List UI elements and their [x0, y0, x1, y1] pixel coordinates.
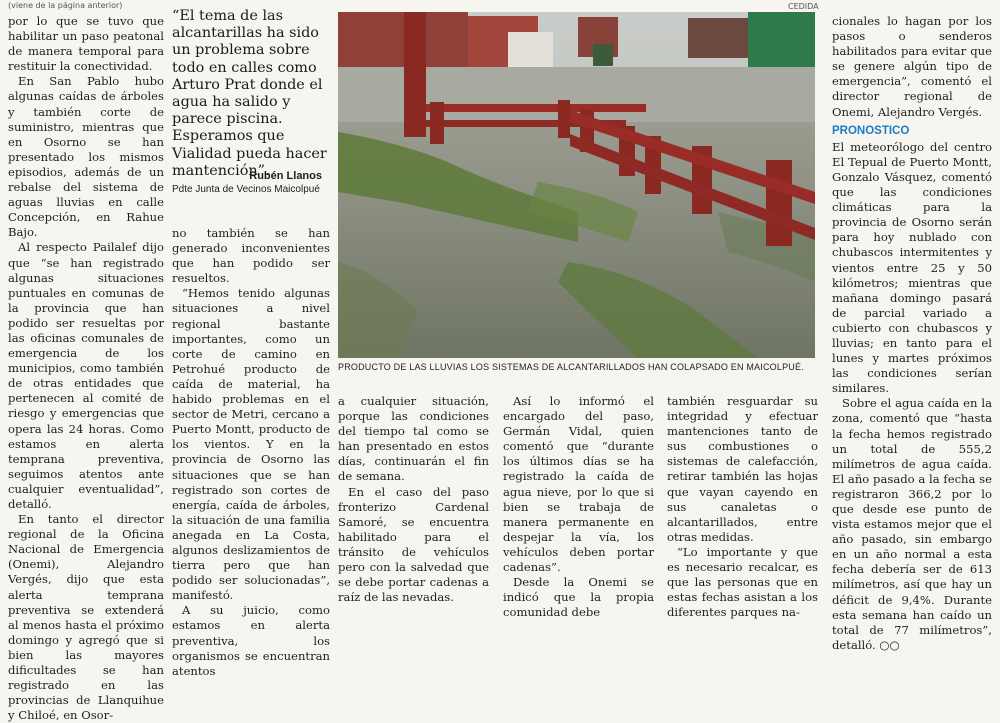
paragraph: no también se han generado inconvenientes que han podido ser resueltos.	[172, 226, 330, 286]
paragraph: “Lo importante y que es necesario recalcar, es que las personas que en estas fechas asistan a los diferentes parques na-	[667, 544, 818, 620]
paragraph: Al respecto Pailalef dijo que “se han registrado algunas situaciones puntuales en comunas de la provincia que han podido ser resueltas por las oficinas comunales de emergencia de los municipios, como también de otras entidades que pertenecen al comité de riesgo y emergencias que opera las 24 horas. Como estamos en alerta temprana preventiva, seguimos atentos ante cualquier eventualidad”, detalló.	[8, 240, 164, 511]
paragraph: En el caso del paso fronterizo Cardenal Samoré, se encuentra habilitado para el tránsito de vehículos pero con la salvedad que se debe portar cadenas a raíz de las nevadas.	[338, 484, 489, 605]
paragraph: a cualquier situación, porque las condiciones del tiempo tal como se han presentado en estos días, continuarán el fin de semana.	[338, 394, 489, 484]
photo-credit: CEDIDA	[788, 2, 819, 11]
paragraph: Desde la Onemi se indicó que la propia comunidad debe	[503, 575, 654, 620]
article-column-3	[338, 394, 489, 605]
article-column-6	[832, 14, 992, 653]
paragraph: también resguardar su integridad y efectuar mantenciones tanto de sus combustiones o sistemas de calefacción, retirar también las hojas que vayan cayendo en sus canaletas o alcantarillados, entre otras medidas.	[667, 394, 818, 544]
flood-photo	[338, 12, 815, 358]
article-column-5	[667, 394, 818, 620]
paragraph: El meteorólogo del centro El Tepual de Puerto Montt, Gonzalo Vásquez, comentó que las condiciones climáticas para la provincia de Osorno serán para hoy nublado con chubascos intermitentes y vientos entre 25 y 50 kilómetros; mientras que mañana domingo pasará de parcial variado a cubierto con chubascos y lluvias; en tanto para el lunes y martes próximos las condiciones serían similares.	[832, 139, 992, 396]
article-column-4	[503, 394, 654, 620]
quote-author: Rubén Llanos	[249, 170, 322, 182]
paragraph: En San Pablo hubo algunas caídas de árboles y también corte de suministro, mientras que en Osorno se han presentado los mismos episodios, además de un rebalse del sistema de aguas lluvias en calle Concepción, en Rahue Bajo.	[8, 74, 164, 240]
article-column-2	[172, 226, 330, 679]
quote-author-role: Pdte Junta de Vecinos Maicolpué	[172, 184, 320, 195]
pull-quote: “El tema de las alcantarillas ha sido un problema sobre todo en calles como Arturo Prat donde el agua ha salido y parece piscina. Esperamos que Vialidad pueda hacer mantención”.	[172, 8, 327, 179]
paragraph: por lo que se tuvo que habilitar un paso peatonal de manera temporal para restituir la conectividad.	[8, 14, 164, 74]
paragraph: En tanto el director regional de la Oficina Nacional de Emergencia (Onemi), Alejandro Vergés, dijo que esta alerta temprana preventiva se extenderá al menos hasta el próximo domingo y agregó que si bien las mayores dificultades se han registrado en las provincias de Llanquihue y Chiloé, en Osor-	[8, 512, 164, 723]
paragraph: A su juicio, como estamos en alerta preventiva, los organismos se encuentran atentos	[172, 603, 330, 678]
continuation-note: (viene de la página anterior)	[8, 1, 123, 10]
paragraph: cionales lo hagan por los pasos o senderos habilitados para evitar que se genere algún tipo de emergencia”, comentó el director regional de Onemi, Alejandro Vergés.	[832, 14, 992, 119]
section-heading: PRONOSTICO	[832, 124, 910, 137]
paragraph: Sobre el agua caída en la zona, comentó que “hasta la fecha hemos registrado un total de 555,2 milímetros de agua caída. El año pasado a la fecha se registraron 366,2 por lo que desde ese punto de vista estamos mejor que el año pasado, sin embargo en un año normal a esta fecha debería ser de 613 milímetros, así que hay un déficit de 9,4%. Durante esta semana han caído un total de 77 milímetros”, detalló. ○○	[832, 396, 992, 652]
paragraph: “Hemos tenido algunas situaciones a nivel regional bastante importantes, como un corte de camino en Petrohué producto de caída de material, ha habido problemas en el sector de Metri, cercano a Puerto Montt, producto de los vientos. Y en la provincia de Osorno las situaciones que se han registrado son cortes de energía, caída de árboles, la situación de una familia anegada en La Costa, algunos deslizamientos de tierra pero que han podido ser solucionadas”, manifestó.	[172, 286, 330, 603]
photo-caption: PRODUCTO DE LAS LLUVIAS LOS SISTEMAS DE ALCANTARILLADOS HAN COLAPSADO EN MAICOLPUÉ.	[338, 362, 804, 372]
flood-photo-image	[338, 12, 815, 358]
paragraph: Así lo informó el encargado del paso, Germán Vidal, quien comentó que “durante los últimos días se ha registrado la caída de agua nieve, por lo que si bien se trabaja de manera permanente en despejar la vía, los vehículos deben portar cadenas”.	[503, 394, 654, 575]
article-column-1	[8, 14, 164, 723]
